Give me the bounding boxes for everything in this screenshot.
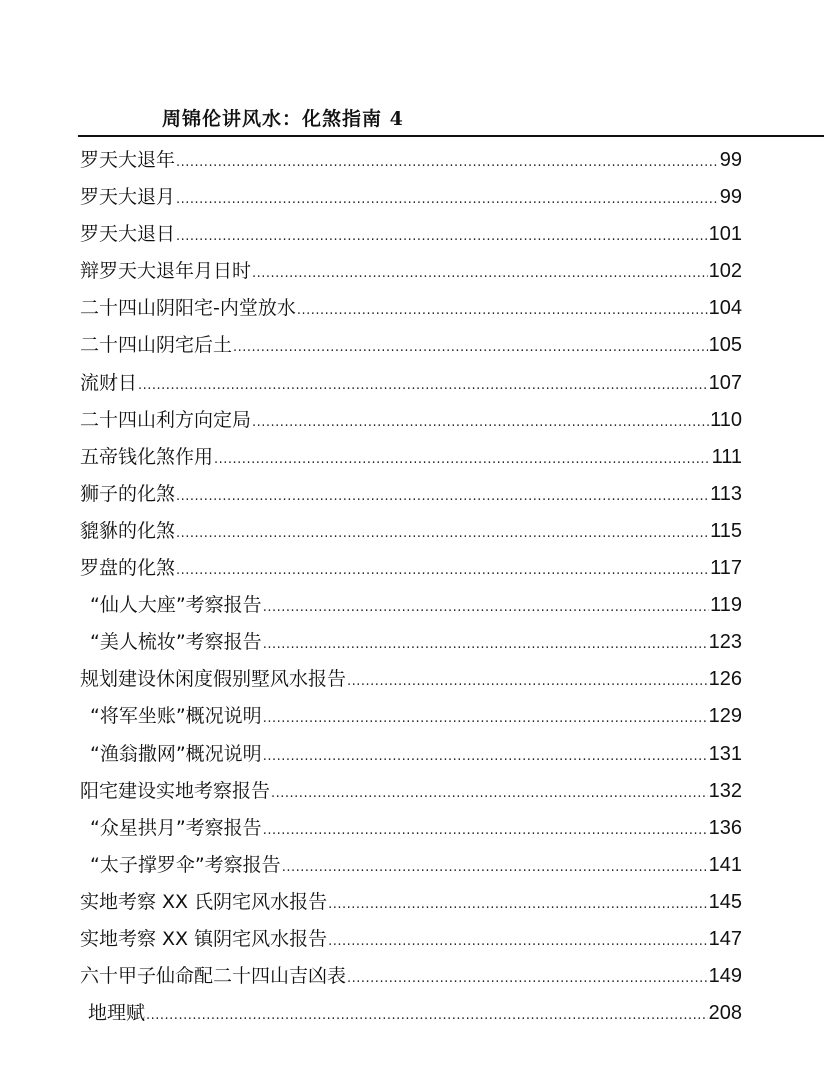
toc-page-number: 105 — [708, 334, 742, 357]
toc-title: 地理赋 — [88, 1002, 146, 1025]
toc-title: “太子撑罗伞”考察报告 — [90, 853, 281, 876]
toc-title: “将军坐账”概况说明 — [90, 705, 262, 728]
toc-title: 六十甲子仙命配二十四山吉凶表 — [80, 965, 347, 988]
toc-leader-dots — [176, 218, 708, 255]
toc-leader-dots — [263, 700, 708, 737]
toc-entry[interactable] — [80, 402, 742, 439]
toc-title: 罗天大退月 — [80, 186, 176, 209]
toc-page-number: 111 — [711, 445, 742, 468]
toc-title: “渔翁撒网”概况说明 — [90, 742, 262, 765]
toc-title: “众星拱月”考察报告 — [90, 816, 262, 839]
toc-leader-dots — [271, 775, 708, 812]
toc-page-number: 119 — [710, 594, 742, 617]
toc-leader-dots — [347, 663, 708, 700]
toc-page-number: 126 — [708, 668, 742, 691]
toc-title: 罗盘的化煞 — [80, 557, 176, 580]
toc-entry[interactable] — [80, 847, 742, 884]
toc-page-number: 99 — [719, 186, 742, 209]
toc-entry[interactable] — [80, 884, 742, 921]
toc-page-number: 113 — [710, 482, 742, 505]
volume-number: 4 — [389, 108, 404, 130]
toc-entry[interactable] — [80, 624, 742, 661]
toc-title: 罗天大退年 — [80, 149, 176, 171]
toc-page-number: 141 — [708, 853, 742, 876]
toc-page-number: 110 — [710, 408, 742, 431]
book-title: 周锦伦讲风水：化煞指南 — [162, 108, 383, 130]
toc-leader-dots — [297, 292, 708, 329]
toc-page-number: 107 — [708, 371, 742, 394]
toc-page-number: 208 — [708, 1002, 742, 1025]
toc-leader-dots — [328, 886, 708, 923]
toc-entry[interactable] — [80, 661, 742, 698]
toc-leader-dots — [214, 441, 711, 478]
toc-entry[interactable] — [80, 513, 742, 550]
toc-title: 狮子的化煞 — [80, 482, 176, 505]
toc-title: 实地考察 XX 镇阴宅风水报告 — [80, 927, 328, 950]
toc-entry[interactable] — [80, 698, 742, 735]
toc-leader-dots — [282, 849, 708, 886]
toc-entry[interactable] — [80, 736, 742, 773]
toc-page-number: 147 — [708, 927, 742, 950]
toc-page-number: 101 — [708, 223, 742, 246]
toc-title: 罗天大退日 — [80, 223, 176, 246]
toc-entry[interactable] — [80, 995, 742, 1032]
toc-entry[interactable] — [80, 327, 742, 364]
running-header — [162, 104, 404, 131]
header-rule — [78, 135, 824, 137]
toc-page-number: 136 — [708, 816, 742, 839]
toc-page-number: 117 — [710, 557, 742, 580]
toc-leader-dots — [146, 997, 708, 1034]
toc-title: 貔貅的化煞 — [80, 519, 176, 542]
toc-entry[interactable] — [80, 290, 742, 327]
toc-page-number: 131 — [708, 742, 742, 765]
toc-leader-dots — [176, 552, 709, 589]
toc-leader-dots — [263, 589, 709, 626]
toc-leader-dots — [252, 255, 708, 292]
toc-entry[interactable] — [80, 179, 742, 216]
toc-title: 辩罗天大退年月日时 — [80, 260, 252, 283]
toc-leader-dots — [252, 404, 709, 441]
toc-title: “美人梳妆”考察报告 — [90, 631, 262, 654]
toc-title: “仙人大座”考察报告 — [90, 594, 262, 617]
toc-leader-dots — [263, 626, 708, 663]
toc-entry[interactable] — [80, 253, 742, 290]
toc-page-number: 115 — [710, 519, 742, 542]
toc-page-number: 123 — [708, 631, 742, 654]
toc-page-number: 149 — [708, 965, 742, 988]
toc-entry[interactable] — [80, 550, 742, 587]
toc-entry[interactable] — [80, 439, 742, 476]
toc-title: 阳宅建设实地考察报告 — [80, 779, 271, 802]
toc-title: 五帝钱化煞作用 — [80, 445, 214, 468]
toc-entry[interactable] — [80, 587, 742, 624]
toc-page-number: 129 — [708, 705, 742, 728]
toc-entry[interactable] — [80, 958, 742, 995]
toc-leader-dots — [176, 515, 709, 552]
toc-leader-dots — [347, 960, 708, 997]
toc-entry[interactable] — [80, 810, 742, 847]
toc-entry[interactable] — [80, 921, 742, 958]
toc-title: 二十四山利方向定局 — [80, 408, 252, 431]
toc-leader-dots — [176, 478, 709, 515]
toc-title: 流财日 — [80, 371, 138, 394]
toc-leader-dots — [263, 738, 708, 775]
toc-leader-dots — [176, 181, 719, 218]
toc-leader-dots — [328, 923, 708, 960]
toc-page-number: 99 — [719, 149, 742, 171]
toc-page-number: 102 — [708, 260, 742, 283]
toc-entry[interactable] — [80, 142, 742, 179]
toc-page-number: 145 — [708, 890, 742, 913]
toc-entry[interactable] — [80, 216, 742, 253]
toc-entry[interactable] — [80, 773, 742, 810]
toc-title: 二十四山阴阳宅-内堂放水 — [80, 297, 296, 320]
toc-title: 二十四山阴宅后土 — [80, 334, 233, 357]
toc-leader-dots — [233, 329, 708, 366]
toc-leader-dots — [138, 367, 708, 404]
toc-entry[interactable] — [80, 476, 742, 513]
toc-leader-dots — [263, 812, 708, 849]
table-of-contents — [80, 142, 742, 1032]
toc-title: 规划建设休闲度假别墅风水报告 — [80, 668, 347, 691]
toc-page-number: 132 — [708, 779, 742, 802]
toc-title: 实地考察 XX 氏阴宅风水报告 — [80, 890, 328, 913]
toc-page-number: 104 — [708, 297, 742, 320]
toc-leader-dots — [176, 144, 719, 181]
toc-entry[interactable] — [80, 365, 742, 402]
